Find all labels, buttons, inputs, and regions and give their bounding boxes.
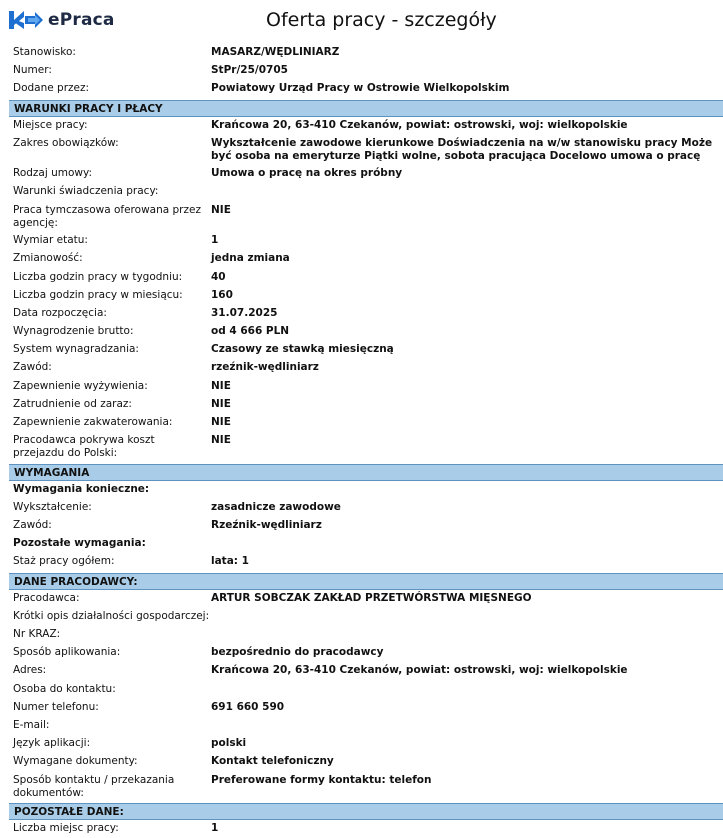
field-label: Zakres obowiązków:: [13, 136, 119, 149]
field-label: Liczba godzin pracy w miesiącu:: [13, 288, 183, 301]
field-value: StPr/25/0705: [211, 64, 288, 77]
section-warunki-pracy: WARUNKI PRACY I PŁACY: [9, 100, 723, 117]
field-label: E-mail:: [13, 718, 50, 731]
row-dodane-przez: [9, 80, 723, 98]
row-zakres-obowiazkow: [9, 135, 723, 166]
field-value: 1: [211, 822, 219, 834]
offer-details: [9, 44, 723, 838]
field-value: Krańcowa 20, 63-410 Czekanów, powiat: ostrowski, woj: wielkopolskie: [211, 118, 628, 131]
field-label: System wynagradzania:: [13, 343, 139, 356]
field-label: Zawód:: [13, 519, 52, 532]
row-stanowisko: [9, 44, 723, 62]
field-value: NIE: [211, 203, 231, 216]
field-label: Liczba miejsc pracy:: [13, 822, 119, 834]
field-value: NIE: [211, 434, 231, 447]
row-pozostale-wymagania: [9, 535, 723, 553]
row-koszt-przejazdu: [9, 432, 723, 463]
field-label: Warunki świadczenia pracy:: [13, 185, 159, 198]
field-value: Powiatowy Urząd Pracy w Ostrowie Wielkopolskim: [211, 82, 510, 95]
field-label: Pracodawca:: [13, 591, 80, 604]
row-adres: [9, 662, 723, 680]
field-label: Liczba godzin pracy w tygodniu:: [13, 270, 183, 283]
field-value: 160: [211, 288, 233, 301]
field-value: NIE: [211, 416, 231, 428]
field-value: ARTUR SOBCZAK ZAKŁAD PRZETWÓRSTWA MIĘSNEGO: [211, 591, 532, 604]
row-data-rozpoczecia: [9, 305, 723, 323]
row-praca-tymczasowa: [9, 202, 723, 233]
field-value: Rzeźnik-wędliniarz: [211, 519, 322, 532]
field-value: 1: [211, 234, 219, 247]
subsection-heading: Wymagania konieczne:: [13, 482, 150, 495]
row-zawod-wymagany: [9, 517, 723, 535]
field-label: Wymiar etatu:: [13, 234, 88, 247]
field-value: zasadnicze zawodowe: [211, 500, 341, 513]
field-label: Wynagrodzenie brutto:: [13, 325, 134, 338]
field-label: Wykształcenie:: [13, 500, 92, 513]
field-value: Preferowane formy kontaktu: telefon: [211, 773, 432, 786]
field-value: Wykształcenie zawodowe kierunkowe Doświadczenia na w/w stanowisku pracy Może być osoba na emeryturze Piątki wolne, sobota pracująca Docelowo umowa o pracę: [211, 136, 713, 162]
field-value: Umowa o pracę na okres próbny: [211, 167, 403, 180]
field-value: [206, 183, 723, 201]
row-wynagrodzenie: [9, 323, 723, 341]
field-label: Język aplikacji:: [13, 737, 91, 750]
row-system-wynagradzania: [9, 341, 723, 359]
page-title: Oferta pracy - szczegóły: [266, 9, 497, 31]
epraca-logo[interactable]: [8, 9, 115, 31]
field-value: lata: 1: [211, 555, 249, 568]
field-label: Osoba do kontaktu:: [13, 682, 116, 695]
row-pracodawca: [9, 590, 723, 608]
field-label: Data rozpoczęcia:: [13, 306, 107, 319]
field-value: [206, 717, 723, 735]
field-value[interactable]: 691 660 590: [211, 700, 285, 713]
row-zakwaterowanie: [9, 414, 723, 432]
field-label: Numer telefonu:: [13, 700, 99, 713]
field-label: Nr KRAZ:: [13, 628, 61, 640]
field-value: od 4 666 PLN: [211, 325, 290, 338]
field-label: Zawód:: [13, 361, 52, 374]
field-value: rzeźnik-wędliniarz: [211, 361, 319, 374]
row-wymagania-konieczne: [9, 481, 723, 499]
field-label: Sposób aplikowania:: [13, 646, 121, 659]
section-pozostale-dane: POZOSTAŁE DANE:: [9, 803, 723, 820]
field-value: bezpośrednio do pracodawcy: [211, 646, 384, 659]
field-value: 31.07.2025: [211, 306, 278, 319]
row-staz-pracy: [9, 553, 723, 571]
field-value: 40: [211, 270, 226, 283]
field-label: Miejsce pracy:: [13, 118, 88, 131]
field-label: Zmianowość:: [13, 252, 83, 265]
field-label: Numer:: [13, 64, 52, 77]
field-value: Czasowy ze stawką miesięczną: [211, 343, 394, 356]
row-wyksztalcenie: [9, 499, 723, 517]
row-zawod: [9, 359, 723, 377]
row-opis-dzialalnosci: [9, 608, 723, 626]
row-numer: [9, 62, 723, 80]
field-label: Adres:: [13, 664, 47, 677]
row-jezyk-aplikacji: [9, 735, 723, 753]
field-label: Zapewnienie wyżywienia:: [13, 379, 148, 392]
section-dane-pracodawcy: DANE PRACODAWCY:: [9, 573, 723, 590]
field-label: Zapewnienie zakwaterowania:: [13, 416, 173, 428]
row-sposob-aplikowania: [9, 644, 723, 662]
field-value: MASARZ/WĘDLINIARZ: [211, 46, 340, 58]
field-value: [206, 626, 723, 644]
row-godziny-tydzien: [9, 269, 723, 287]
field-value: NIE: [211, 379, 231, 392]
row-rodzaj-umowy: [9, 165, 723, 183]
field-value: NIE: [211, 397, 231, 410]
field-label: Dodane przez:: [13, 82, 90, 95]
field-value: jedna zmiana: [211, 252, 290, 265]
section-wymagania: WYMAGANIA: [9, 464, 723, 481]
field-label: Wymagane dokumenty:: [13, 755, 138, 768]
row-warunki-swiadczenia: [9, 183, 723, 201]
row-email: [9, 717, 723, 735]
field-value: [206, 681, 723, 699]
field-label: Stanowisko:: [13, 46, 76, 58]
field-label: Pracodawca pokrywa koszt przejazdu do Polski:: [13, 434, 155, 460]
row-wymiar-etatu: [9, 232, 723, 250]
field-value: polski: [211, 737, 247, 750]
field-label: Praca tymczasowa oferowana przez agencję:: [13, 203, 201, 229]
field-value: Kontakt telefoniczny: [211, 755, 334, 768]
row-liczba-miejsc: [9, 820, 723, 838]
row-osoba-kontakt: [9, 681, 723, 699]
field-value: Krańcowa 20, 63-410 Czekanów, powiat: ostrowski, woj: wielkopolskie: [211, 664, 628, 677]
field-label: Sposób kontaktu / przekazania dokumentów:: [13, 773, 175, 799]
row-numer-telefonu: [9, 699, 723, 717]
row-wymagane-dokumenty: [9, 753, 723, 771]
row-miejsce-pracy: [9, 117, 723, 135]
row-godziny-miesiac: [9, 287, 723, 305]
field-label: Zatrudnienie od zaraz:: [13, 397, 132, 410]
row-sposob-kontaktu: [9, 772, 723, 803]
row-zatrudnienie-od-zaraz: [9, 396, 723, 414]
field-label: Krótki opis działalności gospodarczej:: [13, 609, 210, 622]
logo-text: ePraca: [48, 10, 115, 30]
field-label: Rodzaj umowy:: [13, 167, 92, 180]
row-zmianowosc: [9, 250, 723, 268]
row-nr-kraz: [9, 626, 723, 644]
field-label: Staż pracy ogółem:: [13, 555, 115, 568]
subsection-heading: Pozostałe wymagania:: [13, 537, 146, 550]
row-wyzywienie: [9, 378, 723, 396]
page-header: [0, 0, 723, 44]
epraca-logo-icon: [8, 9, 44, 31]
